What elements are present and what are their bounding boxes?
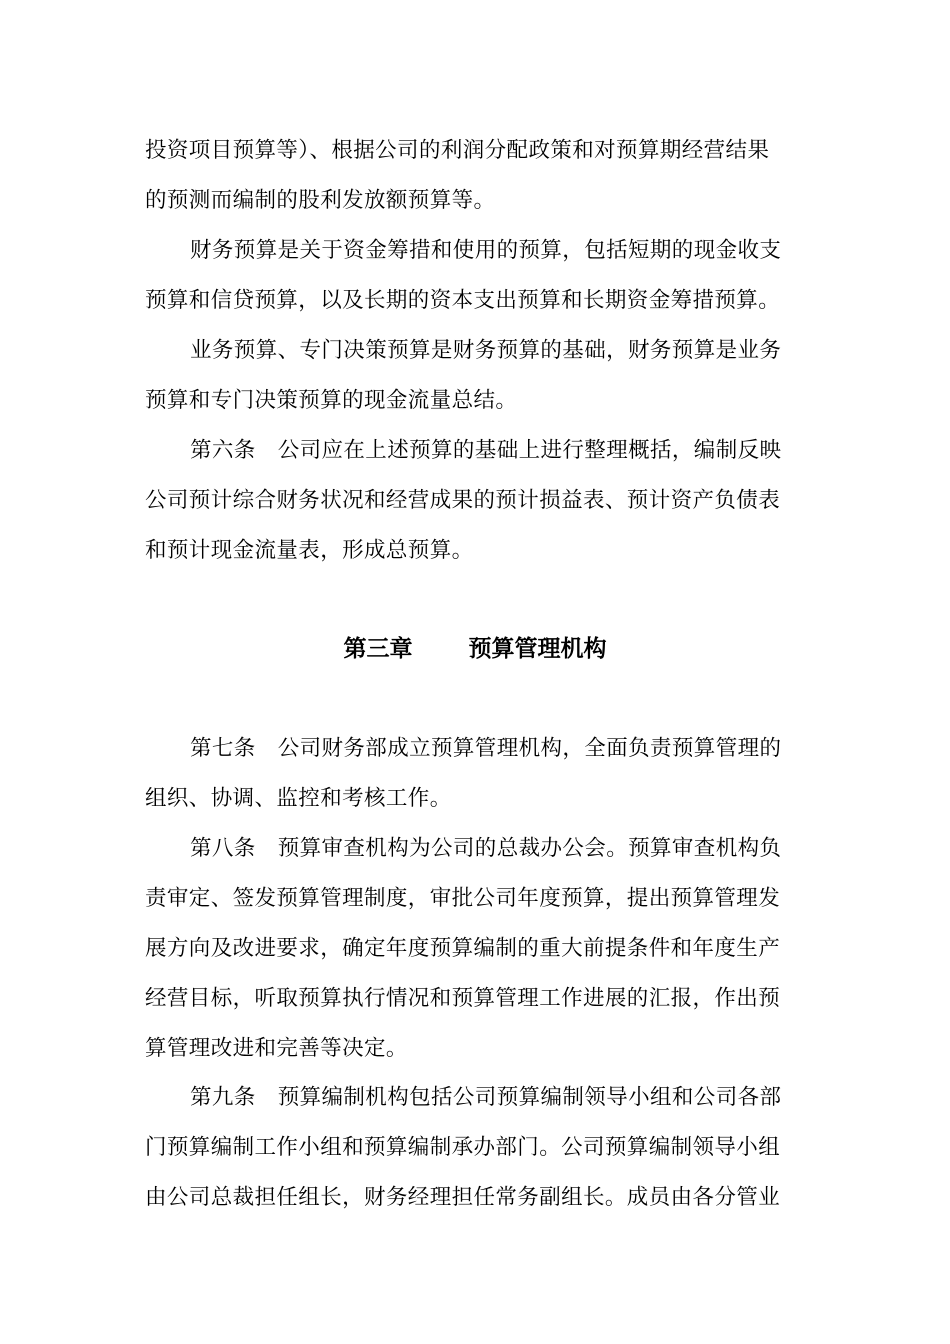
chapter-number: 第三章 [343,636,413,662]
paragraph-line: 投资项目预算等）、根据公司的利润分配政策和对预算期经营结果 [145,138,770,163]
article-line [190,436,781,466]
article-line [190,834,781,864]
article-number: 第八条 [190,836,256,861]
paragraph-line: 算管理改进和完善等决定。 [145,1036,408,1061]
paragraph-line: 门预算编制工作小组和预算编制承办部门。公司预算编制领导小组 [145,1135,781,1160]
article-line [190,1083,781,1113]
paragraph-line: 由公司总裁担任组长，财务经理担任常务副组长。成员由各分管业 [145,1185,781,1210]
paragraph-line: 和预计现金流量表，形成总预算。 [145,538,474,563]
article-number: 第六条 [190,438,256,463]
article-text: 公司财务部成立预算管理机构，全面负责预算管理的 [277,736,782,761]
paragraph-line: 公司预计综合财务状况和经营成果的预计损益表、预计资产负债表 [145,488,781,513]
article-line [190,734,781,764]
article-number: 第九条 [190,1085,256,1110]
paragraph-line: 展方向及改进要求，确定年度预算编制的重大前提条件和年度生产 [145,936,781,961]
paragraph-line: 的预测而编制的股利发放额预算等。 [145,188,496,213]
paragraph-line: 预算和专门决策预算的现金流量总结。 [145,388,518,413]
article-number: 第七条 [190,736,256,761]
article-text: 公司应在上述预算的基础上进行整理概括，编制反映 [277,438,782,463]
article-text: 预算审查机构为公司的总裁办公会。预算审查机构负 [277,836,782,861]
paragraph-line: 财务预算是关于资金筹措和使用的预算，包括短期的现金收支 [190,238,782,263]
paragraph-line: 业务预算、专门决策预算是财务预算的基础，财务预算是业务 [190,338,782,363]
paragraph-line: 经营目标，听取预算执行情况和预算管理工作进展的汇报，作出预 [145,986,781,1011]
chapter-title: 预算管理机构 [468,636,607,662]
chapter-heading [0,633,950,665]
paragraph-line: 预算和信贷预算，以及长期的资本支出预算和长期资金筹措预算。 [145,288,781,313]
paragraph-line: 组织、协调、监控和考核工作。 [145,786,452,811]
article-text: 预算编制机构包括公司预算编制领导小组和公司各部 [277,1085,782,1110]
paragraph-line: 责审定、签发预算管理制度，审批公司年度预算，提出预算管理发 [145,886,781,911]
